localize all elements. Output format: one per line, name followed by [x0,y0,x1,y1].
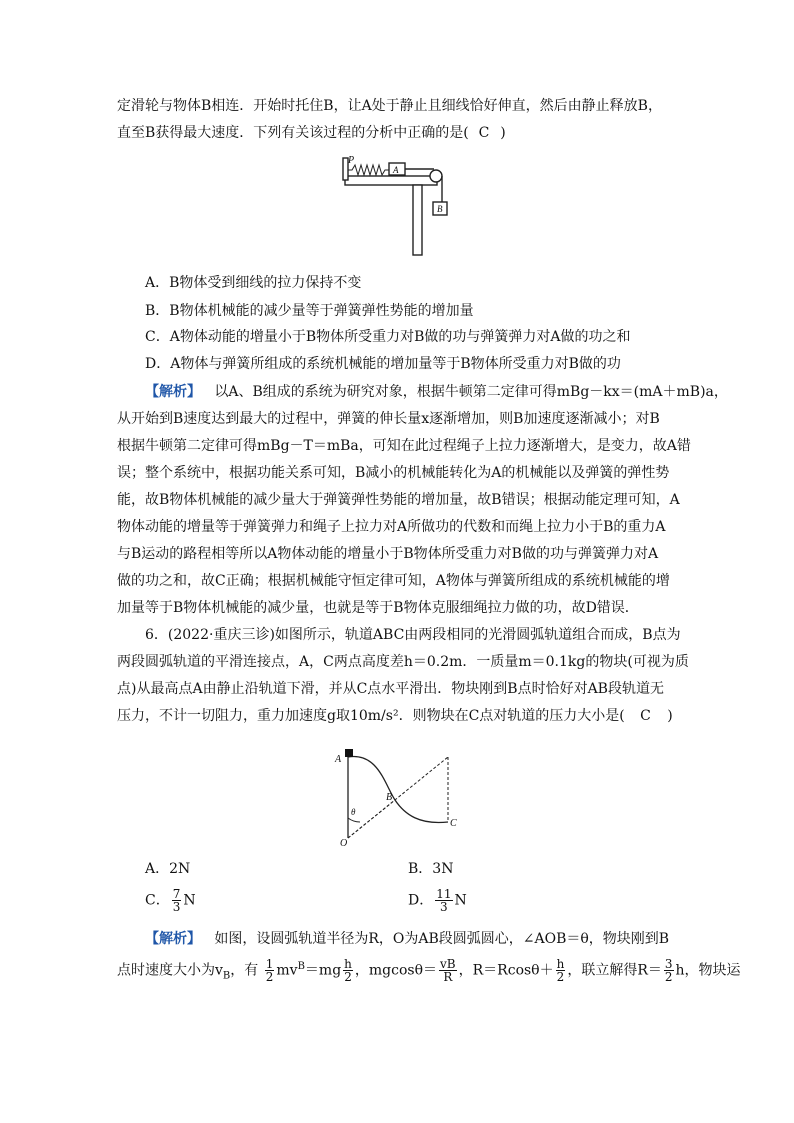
fig-label-a: A [335,754,342,765]
q6-option-b: B．3N [408,861,454,877]
q5-stem-text: 直至B获得最大速度．下列有关该过程的分析中正确的是( [117,125,469,141]
q6-analysis-line-1: 【解析】 如图，设圆弧轨道半径为R，O为AB段圆弧圆心，∠AOB＝θ，物块刚到B [145,931,670,947]
q5-stem-close: ) [500,125,506,141]
q5-option-b: B．B物体机械能的减少量等于弹簧弹性势能的增加量 [145,303,474,319]
track-abc [348,756,448,822]
q5-analysis-line-5: 能，故B物体机械能的减少量大于弹簧弹性势能的增加量，故B错误；根据动能定理可知，A [117,492,680,508]
q5-analysis-line-7: 与B运动的路程相等所以A物体动能的增量小于B物体所受重力对B做的功与弹簧弹力对A [117,546,659,562]
block-at-a [345,749,353,757]
q6-analysis-label: 【解析】 [145,931,201,947]
q5-stem-line-1: 定滑轮与物体B相连．开始时托住B，让A处于静止且细线恰好伸直，然后由静止释放B， [117,98,662,114]
q6-answer: C [640,708,652,724]
q5-option-c: C．A物体动能的增量小于B物体所受重力对B做的功与弹簧弹力对A做的功之和 [145,329,631,345]
q5-answer: C [478,125,491,141]
q5-analysis-line-9: 加量等于B物体机械能的减少量，也就是等于B物体克服细绳拉力做的功，故D错误． [117,600,639,616]
fig-label-b: B [437,204,443,214]
q5-analysis-label: 【解析】 [145,384,201,400]
q5-option-d: D．A物体与弹簧所组成的系统机械能的增加量等于B物体所受重力对B做的功 [145,356,621,372]
fig-label-theta: θ [351,807,356,817]
q5-analysis-line-6: 物体动能的增量等于弹簧弹力和绳子上拉力对A所做功的代数和而绳上拉力小于B的重力A [117,519,666,535]
q6-stem-line-4: 压力，不计一切阻力，重力加速度g取10m/s²．则物块在C点对轨道的压力大小是( C ) [117,708,673,724]
q5-analysis-line-4: 误；整个系统中，根据功能关系可知，B减小的机械能转化为A的机械能以及弹簧的弹性势 [117,465,670,481]
fig-label-p: P [348,155,355,166]
fig-label-o: O [340,838,348,849]
q6-stem-line-3: 点)从最高点A由静止沿轨道下滑，并从C点水平滑出．物块刚到B点时恰好对AB段轨道无 [117,681,664,697]
fig-label-c: C [450,818,457,829]
q6-analysis-line-2: 点时速度大小为$v_B$，有 $\frac{1}{2}$ $mv^B=mg$ $\frac{h}{2}$ ，mgcosθ＝ $\frac{vB}{R}$ ，R＝Rcosθ＋ $\frac{h}{2}$ ，联立解得R＝ $\frac{3}{2}$ h，物块运 [117,957,741,985]
q6-option-c: C． $\frac{7}{3}$ N [145,887,196,914]
q5-option-a: A．B物体受到细线的拉力保持不变 [145,275,362,291]
q5-analysis-line-2: 从开始到B速度达到最大的过程中，弹簧的伸长量x逐渐增加，则B加速度逐渐减小；对B [117,411,660,427]
q5-analysis-line-1: 【解析】 以A、B组成的系统为研究对象，根据牛顿第二定律可得mBg－kx＝(mA＋mB)a， [145,384,728,400]
fig-label-a: A [393,165,399,175]
q6-stem-line-2: 两段圆弧轨道的平滑连接点，A，C两点高度差h＝0.2m．一质量m＝0.1kg的物块(可视为质 [117,654,689,670]
q6-option-a: A．2N [145,861,191,877]
q6-stem-line-1: 6．(2022·重庆三诊)如图所示，轨道ABC由两段相同的光滑圆弧轨道组合而成，B点为 [145,627,681,643]
q5-analysis-line-3: 根据牛顿第二定律可得mBg－T＝mBa，可知在此过程绳子上拉力逐渐增大，是变力，故A错 [117,438,691,454]
q6-option-d: D． $\frac{11}{3}$ N [408,887,467,914]
q5-analysis-line-8: 做的功之和，故C正确；根据机械能守恒定律可知，A物体与弹簧所组成的系统机械能的增 [117,573,670,589]
fig-label-b: B [386,792,393,803]
